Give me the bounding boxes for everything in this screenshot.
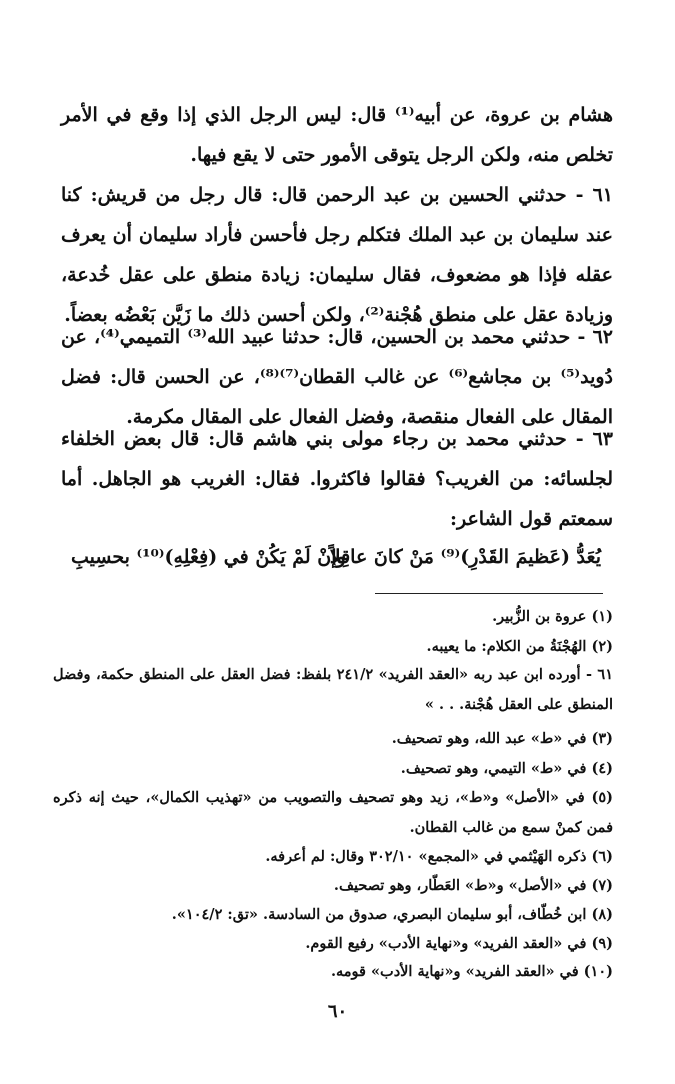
footnote-3: (٣) في «ط» عبد الله، وهو تصحيف. [391,730,613,747]
footnote-10: (١٠) في «العقد الفريد» و«نهاية الأدب» قومه. [330,963,613,980]
footnote-8: (٨) ابن خُطّاف، أبو سليمان البصري، صدوق من السادسة. «تق: ١٠٤/٢». [171,906,613,923]
footnote-6: (٦) ذكره الهَيْثمي في «المجمع» ٣٠٢/١٠ وقال: لم أعرفه. [265,848,613,865]
page-number: ٦٠ [327,1001,348,1022]
verse-first-hemistich: يُعَدُّ (عَظيمَ القَدْرِ)⁽⁹⁾ مَنْ كانَ عاقِلاً [329,546,601,568]
paragraph-intro: هشام بن عروة، عن أبيه⁽¹⁾ قال: ليس الرجل الذي إذا وقع في الأمر تخلص منه، ولكن الرجل يتوقى الأمور حتى لا يقع فيها. [61,104,613,166]
footnote-separator [375,593,603,594]
footnote-4: (٤) في «ط» التيمي، وهو تصحيف. [400,760,613,777]
footnote-9: (٩) في «العقد الفريد» و«نهاية الأدب» رفيع القوم. [305,935,613,952]
paragraph-63: ٦٣ - حدثني محمد بن رجاء مولى بني هاشم قال: قال بعض الخلفاء لجلسائه: من الغريب؟ فقالوا فاكثروا. فقال: الغريب هو الجاهل. أما سمعتم قول الشاعر: [61,428,613,530]
footnote-5: (٥) في «الأصل» و«ط»، زيد وهو تصحيف والتصويب من «تهذيب الكمال»، حيث إنه ذكره فمن كمنْ سمع من غالب القطان. [53,789,613,836]
paragraph-61: ٦١ - حدثني الحسين بن عبد الرحمن قال: قال رجل من قريش: كنا عند سليمان بن عبد الملك فتكلم رجل فأحسن فأراد سليمان أن يعرف عقله فإذا هو مضعوف، فقال سليمان: زيادة منطق على عقل خُدعة، وزيادة عقل على منطق هُجْنة⁽²⁾، ولكن أحسن ذلك ما زَيَّن بَعْضُه بعضاً. [61,184,613,326]
footnote-7: (٧) في «الأصل» و«ط» العَطّار، وهو تصحيف. [333,877,613,894]
paragraph-62: ٦٢ - حدثني محمد بن الحسين، قال: حدثنا عبيد الله⁽³⁾ التميمي⁽⁴⁾، عن دُويد⁽⁵⁾ بن مجاشع⁽⁶⁾ عن غالب القطان⁽⁷⁾⁽⁸⁾، عن الحسن قال: فضل المقال على الفعال منقصة، وفضل الفعال على المقال مكرمة. [61,326,613,428]
footnote-61-source: ٦١ - أورده ابن عبد ربه «العقد الفريد» ٢٤١/٢ بلفظ: فضل العقل على المنطق حكمة، وفضل المنطق على العقل هُجْنة. . . » [53,666,613,713]
poetry-verse [71,540,601,582]
footnote-2: (٢) الهُجْنَةُ من الكلام: ما يعيبه. [426,638,613,655]
footnote-1: (١) عروة بن الزُّبير. [492,608,613,625]
verse-second-hemistich: وإنْ لَمْ يَكُنْ في (فِعْلِهِ)⁽¹⁰⁾ بحسِيبِ [71,546,346,568]
